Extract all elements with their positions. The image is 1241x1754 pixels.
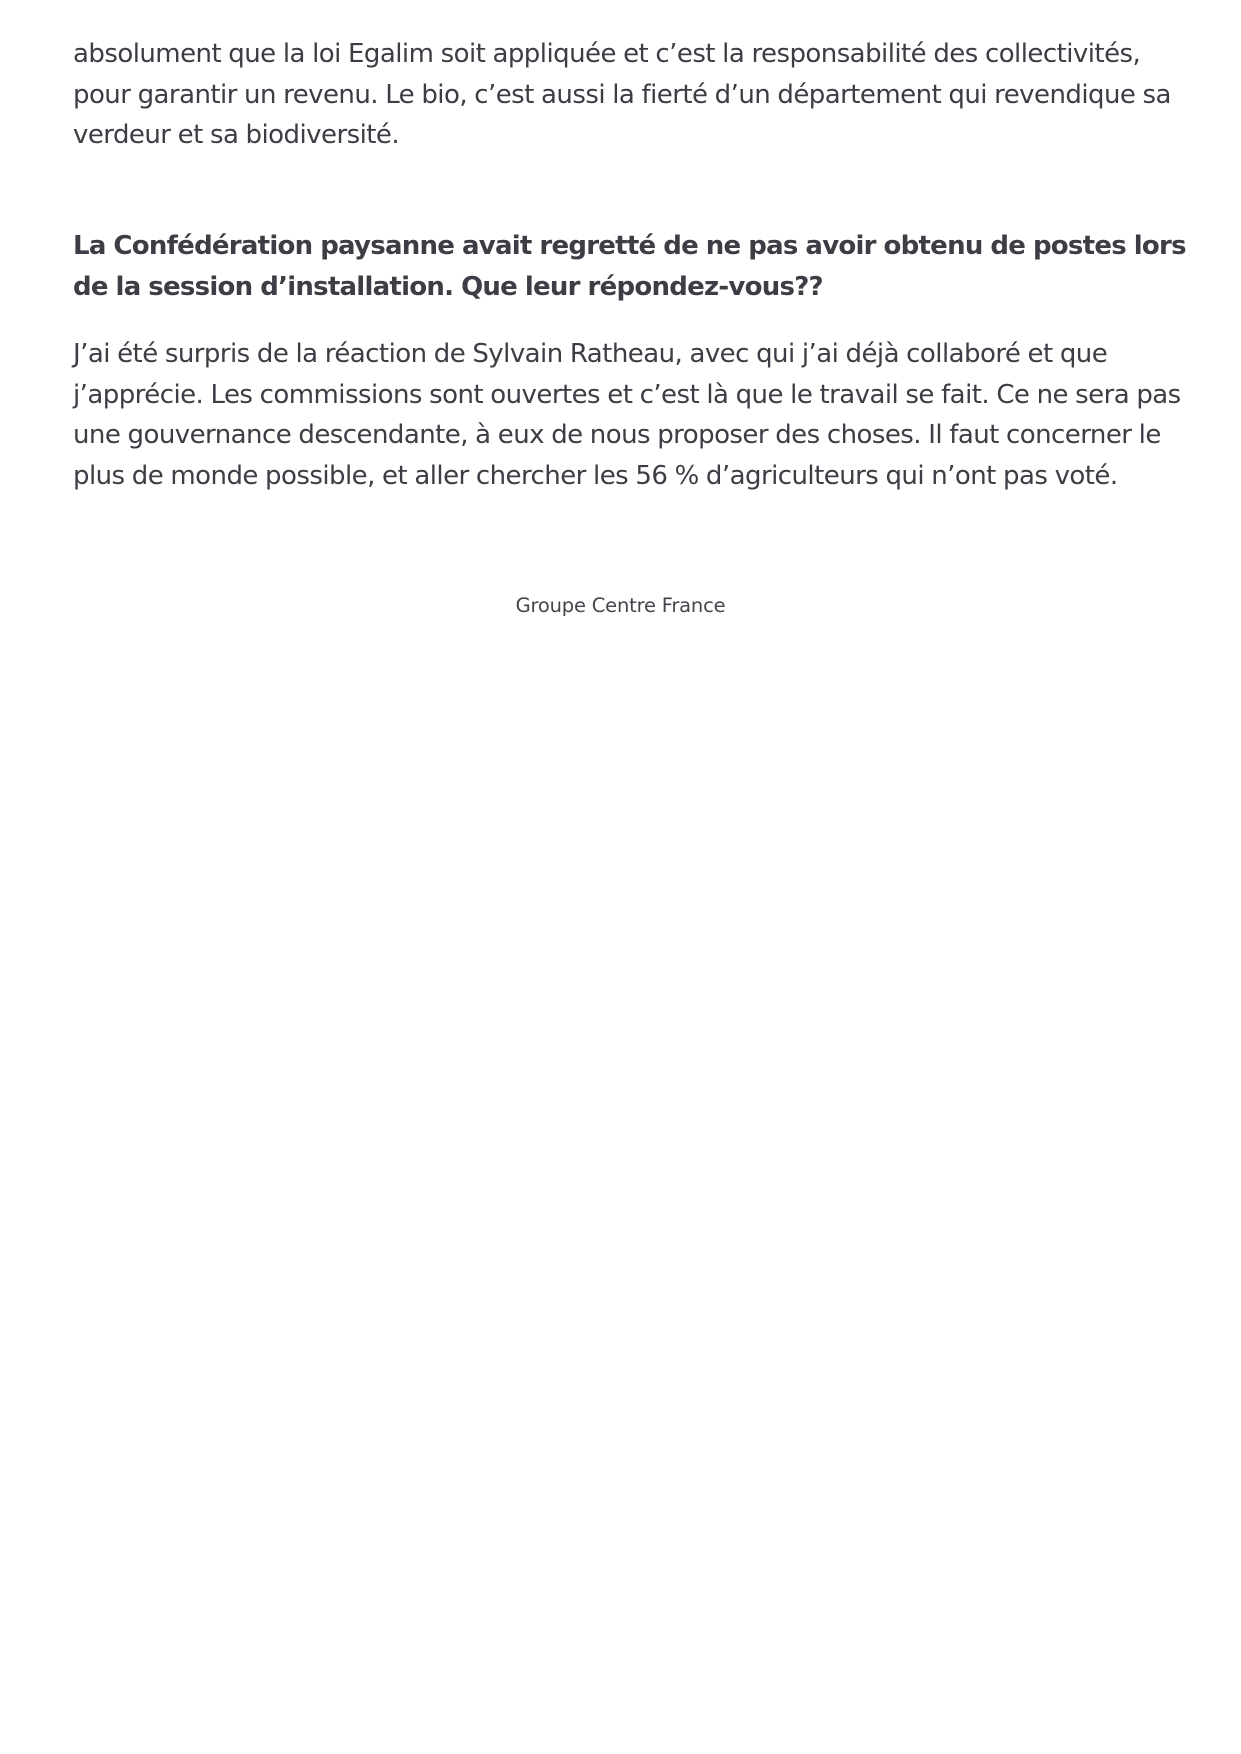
article-paragraph	[73, 334, 1181, 496]
paragraph-line: absolument que la loi Egalim soit appliquée et c’est la responsabilité des collectivités,	[73, 39, 1141, 69]
paragraph-line: pour garantir un revenu. Le bio, c’est aussi la fierté d’un département qui revendique sa	[73, 79, 1171, 110]
paragraph-line: J’ai été surpris de la réaction de Sylvain Ratheau, avec qui j’ai déjà collaboré et que	[73, 339, 1108, 369]
question-line: La Confédération paysanne avait regretté de ne pas avoir obtenu de postes lors	[73, 231, 1186, 261]
paragraph-line: verdeur et sa biodiversité.	[73, 120, 400, 150]
publisher-footer: Groupe Centre France	[515, 594, 726, 617]
paragraph-line: plus de monde possible, et aller chercher les 56 % d’agriculteurs qui n’ont pas voté.	[73, 460, 1118, 491]
paragraph-line: j’apprécie. Les commissions sont ouvertes et c’est là que le travail se fait. Ce ne sera pas	[73, 379, 1181, 410]
article-paragraph	[73, 34, 1171, 156]
question-line: de la session d’installation. Que leur répondez-vous??	[73, 271, 823, 302]
interview-question	[73, 226, 1186, 307]
paragraph-line: une gouvernance descendante, à eux de nous proposer des choses. Il faut concerner le	[73, 420, 1161, 450]
